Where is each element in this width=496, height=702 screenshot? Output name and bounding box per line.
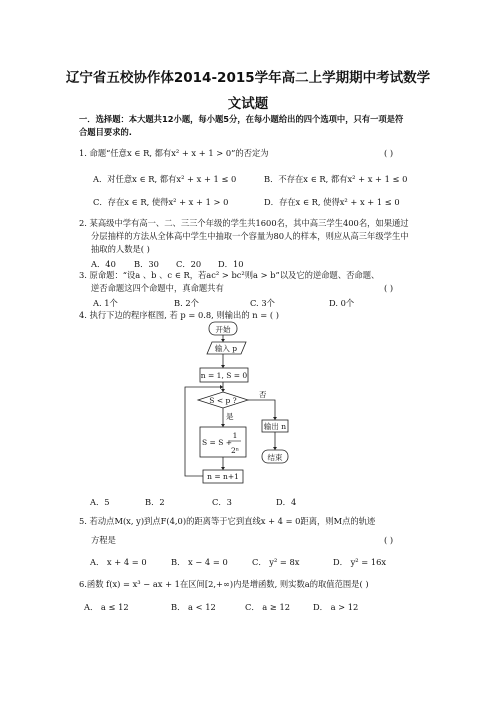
- title-line-2: 文试题: [227, 96, 269, 112]
- q3-line-2: 逆否命题这四个命题中，真命题共有: [91, 283, 224, 293]
- program-flowchart: [170, 320, 300, 492]
- section-heading-line-1: 一．选择题：本大题共12小题，每小题5分，在每小题给出的四个选项中，只有一项是符: [79, 114, 404, 124]
- q4-option-b: B．2: [145, 497, 165, 507]
- q2-line-3: 抽取的人数是( ): [91, 244, 150, 254]
- q6-option-a: A． a ≤ 12: [84, 602, 129, 612]
- q2-line-2: 分层抽样的方法从全体高中学生中抽取一个容量为80人的样本，则应从高三年级学生中: [91, 231, 409, 241]
- q1-answer-paren: ( ): [384, 148, 394, 158]
- q4-option-c: C．3: [212, 497, 232, 507]
- q3-option-d: D. 0个: [329, 298, 355, 308]
- q2-line-1: 2. 某高级中学有高一、二、三三个年级的学生共1600名，其中高三学生400名，如果通过: [79, 218, 409, 228]
- q5-option-c: C． y² = 8x: [252, 557, 300, 567]
- q6-option-b: B． a < 12: [171, 602, 216, 612]
- flow-increment-label: n = n+1: [207, 472, 239, 481]
- flow-update-label: S = S +: [202, 438, 232, 447]
- q3-line-1: 3. 原命题：“设a 、b 、c ∈ R，若ac² > bc²则a > b”以及它的逆命题、否命题、: [79, 270, 380, 280]
- q4-stem: 4. 执行下边的程序框图, 若 p = 0.8, 则输出的 n = ( ): [79, 310, 279, 320]
- q4-option-d: D．4: [276, 497, 297, 507]
- q3-option-a: A. 1个: [93, 298, 118, 308]
- q3-option-b: B. 2个: [174, 298, 199, 308]
- title-line-1: 辽宁省五校协作体2014-2015学年高二上学期期中考试数学: [65, 70, 431, 86]
- q5-answer-paren: ( ): [384, 535, 394, 545]
- flow-init-label: n = 1, S = 0: [200, 371, 248, 380]
- q5-option-b: B． x − 4 = 0: [171, 557, 228, 567]
- q2-option-b: B．30: [134, 259, 159, 269]
- q5-line-2: 方程是: [91, 535, 116, 545]
- flow-condition-label: S < p ?: [209, 396, 237, 405]
- q5-line-1: 5. 若动点M(x, y)到点F(4,0)的距离等于它到直线x + 4 = 0距离，则M点的轨迹: [79, 516, 376, 526]
- q2-option-a: A．40: [91, 259, 116, 269]
- q4-option-a: A．5: [90, 497, 110, 507]
- q6-stem: 6.函数 f(x) = x³ − ax + 1在区间[2,+∞)内是增函数, 则实数a的取值范围是( ): [79, 579, 369, 589]
- q3-option-c: C. 3个: [250, 298, 275, 308]
- flow-input-label: 输入 p: [214, 344, 238, 353]
- section-heading-line-2: 合题目要求的.: [79, 127, 132, 137]
- flow-start-label: 开始: [215, 325, 231, 334]
- q1-option-d: D．存在x ∈ R, 使得x² + x + 1 ≤ 0: [264, 197, 400, 207]
- q5-option-a: A． x + 4 = 0: [90, 557, 147, 567]
- q6-option-d: D． a > 12: [313, 602, 359, 612]
- flow-yes-label: 是: [226, 412, 234, 421]
- flow-fraction-numerator: 1: [232, 431, 238, 440]
- q5-option-d: D． y² = 16x: [333, 557, 387, 567]
- flow-end-label: 结束: [267, 453, 283, 462]
- q1-option-b: B．不存在x ∈ R, 都有x² + x + 1 ≤ 0: [264, 174, 408, 184]
- q6-option-c: C． a ≥ 12: [245, 602, 291, 612]
- q1-stem: 1. 命题“任意x ∈ R, 都有x² + x + 1 > 0”的否定为: [79, 148, 269, 158]
- flow-fraction-denominator: 2ⁿ: [230, 446, 240, 455]
- flow-output-label: 输出 n: [263, 422, 287, 431]
- q1-option-a: A．对任意x ∈ R, 都有x² + x + 1 ≤ 0: [93, 174, 237, 184]
- q2-option-c: C．20: [176, 259, 202, 269]
- q3-answer-paren: ( ): [384, 283, 394, 293]
- q2-option-d: D．10: [218, 259, 244, 269]
- flow-no-label: 否: [259, 390, 267, 399]
- q1-option-c: C．存在x ∈ R, 使得x² + x + 1 > 0: [93, 197, 229, 207]
